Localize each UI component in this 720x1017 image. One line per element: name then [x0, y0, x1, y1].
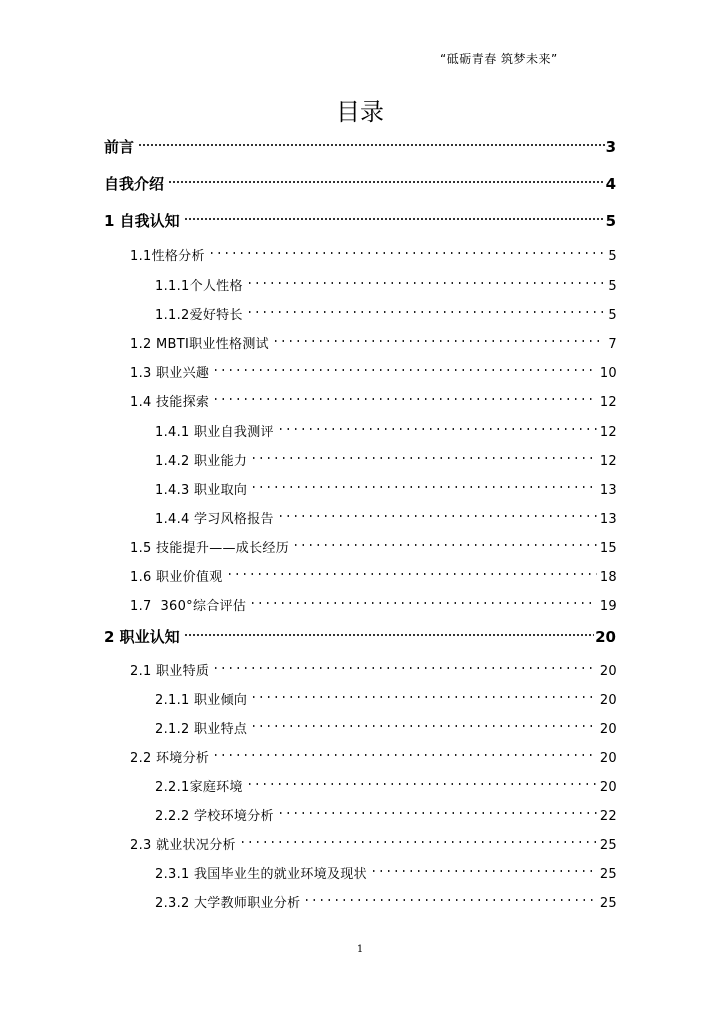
- toc-entry-label: 1.4.3 职业取向: [155, 483, 248, 498]
- toc-entry-page: 25: [599, 838, 617, 853]
- toc-entry-page: 13: [599, 512, 617, 527]
- toc-entry[interactable]: [155, 854, 617, 882]
- toc-entry[interactable]: [130, 324, 617, 352]
- toc-dot-leader: [239, 825, 597, 849]
- toc-entry-label: 2.2.1家庭环境: [155, 780, 243, 795]
- toc-entry[interactable]: [130, 557, 617, 585]
- toc-entry-page: 25: [599, 896, 617, 911]
- toc-title: 目录: [336, 98, 384, 126]
- toc-dot-leader: [246, 295, 606, 319]
- toc-entry-label: 2.3.2 大学教师职业分析: [155, 896, 301, 911]
- toc-dot-leader: [212, 651, 597, 675]
- toc-entry-page: 10: [599, 366, 617, 381]
- toc-entry[interactable]: [130, 353, 617, 381]
- toc-entry-page: 20: [599, 751, 617, 766]
- toc-entry-page: 20: [599, 693, 617, 708]
- toc-dot-leader: [212, 353, 597, 377]
- toc-entry[interactable]: [130, 382, 617, 410]
- toc-entry-page: 19: [599, 599, 617, 614]
- toc-dot-leader: [303, 883, 596, 907]
- toc-entry[interactable]: [130, 651, 617, 679]
- toc-entry-page: 18: [599, 570, 617, 585]
- toc-dot-leader: [246, 266, 606, 290]
- toc-entry[interactable]: [130, 738, 617, 766]
- toc-entry-label: 2 职业认知: [104, 628, 180, 646]
- toc-entry[interactable]: [130, 528, 617, 556]
- toc-entry[interactable]: [155, 680, 617, 708]
- toc-entry[interactable]: [155, 412, 617, 440]
- toc-entry[interactable]: [104, 128, 616, 156]
- toc-entry-page: 12: [599, 395, 617, 410]
- toc-entry-page: 5: [608, 308, 617, 323]
- toc-entry-page: 22: [599, 809, 617, 824]
- toc-entry-page: 20: [599, 664, 617, 679]
- toc-dot-leader: [138, 128, 605, 152]
- toc-entry[interactable]: [130, 236, 617, 264]
- toc-entry-label: 1.3 职业兴趣: [130, 366, 210, 381]
- toc-entry[interactable]: [155, 295, 617, 323]
- toc-entry[interactable]: [130, 825, 617, 853]
- toc-entry-page: 5: [605, 212, 616, 230]
- toc-entry-page: 25: [599, 867, 617, 882]
- toc-entry-label: 1.4.2 职业能力: [155, 454, 248, 469]
- toc-entry[interactable]: [155, 441, 617, 469]
- toc-dot-leader: [250, 441, 597, 465]
- toc-entry-page: 12: [599, 425, 617, 440]
- toc-entry[interactable]: [130, 586, 617, 614]
- toc-entry-label: 1.1.1个人性格: [155, 279, 243, 294]
- toc-entry-label: 1.6 职业价值观: [130, 570, 223, 585]
- toc-dot-leader: [250, 709, 597, 733]
- toc-entry-page: 12: [599, 454, 617, 469]
- toc-entry-page: 5: [608, 279, 617, 294]
- header-motto: “砥砺青春 筑梦未来”: [440, 52, 558, 66]
- toc-dot-leader: [212, 382, 597, 406]
- toc-dot-leader: [250, 680, 597, 704]
- toc-entry-page: 3: [605, 138, 616, 156]
- toc-entry[interactable]: [104, 202, 616, 230]
- toc-entry[interactable]: [104, 165, 616, 193]
- toc-dot-leader: [208, 236, 606, 260]
- toc-entry-label: 2.1 职业特质: [130, 664, 210, 679]
- toc-entry-label: 1.5 技能提升——成长经历: [130, 541, 290, 556]
- toc-entry[interactable]: [104, 618, 616, 646]
- toc-entry[interactable]: [155, 470, 617, 498]
- toc-entry[interactable]: [155, 883, 617, 911]
- toc-entry-label: 1.2 MBTI职业性格测试: [130, 337, 269, 352]
- toc-entry-label: 2.1.2 职业特点: [155, 722, 248, 737]
- toc-dot-leader: [212, 738, 597, 762]
- toc-entry-label: 1.7 360°综合评估: [130, 599, 247, 614]
- toc-entry-page: 15: [599, 541, 617, 556]
- toc-entry[interactable]: [155, 499, 617, 527]
- toc-entry-page: 5: [608, 249, 617, 264]
- toc-dot-leader: [277, 412, 597, 436]
- toc-entry-label: 2.1.1 职业倾向: [155, 693, 248, 708]
- toc-entry-label: 前言: [104, 138, 135, 156]
- toc-entry-label: 1 自我认知: [104, 212, 180, 230]
- toc-dot-leader: [168, 165, 605, 189]
- toc-dot-leader: [226, 557, 597, 581]
- toc-entry-page: 20: [595, 628, 616, 646]
- toc-entry-page: 13: [599, 483, 617, 498]
- toc-entry-label: 1.4.1 职业自我测评: [155, 425, 274, 440]
- toc-entry-label: 1.1.2爱好特长: [155, 308, 243, 323]
- toc-dot-leader: [246, 767, 597, 791]
- toc-dot-leader: [250, 470, 597, 494]
- toc-entry[interactable]: [155, 266, 617, 294]
- toc-entry-label: 1.4 技能探索: [130, 395, 210, 410]
- toc-entry-label: 2.3 就业状况分析: [130, 838, 236, 853]
- toc-dot-leader: [184, 618, 594, 642]
- toc-dot-leader: [277, 499, 597, 523]
- toc-dot-leader: [370, 854, 597, 878]
- toc-dot-leader: [277, 796, 597, 820]
- toc-entry-page: 7: [608, 337, 617, 352]
- toc-entry-page: 20: [599, 780, 617, 795]
- toc-dot-leader: [272, 324, 606, 348]
- toc-dot-leader: [184, 202, 605, 226]
- toc-entry[interactable]: [155, 796, 617, 824]
- toc-entry[interactable]: [155, 709, 617, 737]
- page-number: 1: [356, 944, 364, 955]
- toc-dot-leader: [292, 528, 597, 552]
- toc-entry-page: 4: [605, 175, 616, 193]
- toc-entry-label: 1.4.4 学习风格报告: [155, 512, 274, 527]
- toc-entry-label: 2.2 环境分析: [130, 751, 210, 766]
- toc-entry-page: 20: [599, 722, 617, 737]
- toc-entry-label: 2.3.1 我国毕业生的就业环境及现状: [155, 867, 367, 882]
- toc-entry[interactable]: [155, 767, 617, 795]
- toc-dot-leader: [249, 586, 597, 610]
- toc-entry-label: 1.1性格分析: [130, 249, 205, 264]
- toc-entry-label: 2.2.2 学校环境分析: [155, 809, 274, 824]
- toc-entry-label: 自我介绍: [104, 175, 165, 193]
